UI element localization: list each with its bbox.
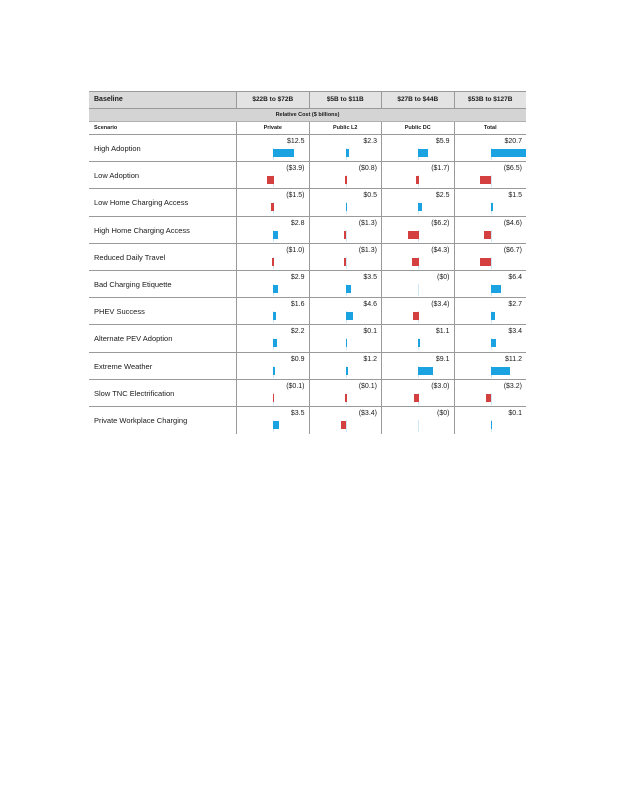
value-bar	[413, 312, 419, 320]
value-bar	[346, 203, 348, 211]
cell-private	[236, 353, 309, 379]
value-label: $6.4	[508, 273, 522, 281]
value-label: $0.9	[290, 355, 305, 363]
value-bar	[273, 394, 275, 402]
value-label: $12.5	[286, 138, 305, 145]
cell-public-dc	[381, 298, 454, 324]
baseline-row	[89, 91, 526, 109]
value-label: $3.5	[363, 273, 377, 281]
value-label: ($0.1)	[358, 382, 377, 390]
cell-public-l2	[309, 189, 382, 215]
value-bar	[273, 367, 275, 375]
baseline-label: Baseline	[94, 96, 123, 103]
value-label: $2.5	[435, 192, 450, 200]
cell-total	[454, 162, 527, 188]
value-bar	[484, 231, 492, 239]
scenario-row	[89, 135, 526, 162]
cell-private	[236, 217, 309, 243]
value-bar	[341, 421, 347, 429]
scenario-name: High Home Charging Access	[94, 225, 190, 235]
value-bar	[418, 149, 428, 157]
baseline-range-private: $22B to $72B	[236, 92, 309, 108]
value-bar	[273, 285, 278, 293]
cell-total	[454, 353, 527, 379]
value-bar	[491, 149, 526, 157]
cell-public-dc	[381, 217, 454, 243]
value-bar	[273, 339, 277, 347]
cell-private	[236, 298, 309, 324]
column-header-private: Private	[236, 122, 309, 134]
value-label: $20.7	[504, 138, 522, 145]
value-label: ($1.3)	[358, 246, 377, 254]
cell-public-dc	[381, 380, 454, 406]
value-bar	[491, 312, 496, 320]
cell-public-dc	[381, 162, 454, 188]
value-label: ($3.4)	[431, 301, 450, 309]
column-header-public-dc: Public DC	[381, 122, 454, 134]
value-label: ($1.5)	[286, 192, 305, 200]
value-label: $5.9	[435, 138, 450, 145]
cell-public-l2	[309, 244, 382, 270]
scenario-row	[89, 325, 526, 352]
column-header-row	[89, 122, 526, 135]
value-label: $2.9	[290, 273, 305, 281]
cell-total	[454, 407, 527, 434]
value-bar	[418, 367, 433, 375]
cell-private	[236, 244, 309, 270]
value-label: $1.2	[363, 355, 377, 363]
value-label: $2.2	[290, 328, 305, 336]
cell-public-dc	[381, 353, 454, 379]
cell-total	[454, 244, 527, 270]
cell-public-dc	[381, 325, 454, 351]
cell-public-dc	[381, 135, 454, 161]
value-bar	[480, 176, 491, 184]
value-bar	[491, 367, 510, 375]
value-bar	[272, 258, 274, 266]
value-bar	[416, 176, 419, 184]
scenario-row	[89, 244, 526, 271]
value-bar	[346, 149, 350, 157]
scenario-cost-table	[89, 91, 526, 434]
cell-public-dc	[381, 244, 454, 270]
baseline-range-public-l2: $5B to $11B	[309, 92, 382, 108]
value-label: $0.1	[363, 328, 377, 336]
value-label: ($3.9)	[286, 165, 305, 173]
cell-public-l2	[309, 407, 382, 434]
cell-private	[236, 271, 309, 297]
value-bar	[418, 339, 420, 347]
cell-total	[454, 325, 527, 351]
value-bar	[491, 285, 502, 293]
cell-total	[454, 380, 527, 406]
value-bar	[346, 367, 348, 375]
cell-private	[236, 325, 309, 351]
zero-axis	[418, 284, 419, 296]
value-bar	[345, 176, 347, 184]
value-label: ($3.4)	[358, 409, 377, 417]
value-bar	[267, 176, 274, 184]
value-label: ($6.2)	[431, 219, 450, 227]
value-bar	[346, 339, 348, 347]
value-label: ($0.8)	[358, 165, 377, 173]
value-label: $3.4	[508, 328, 522, 336]
scenario-row	[89, 353, 526, 380]
scenario-rows	[89, 135, 526, 434]
cell-total	[454, 298, 527, 324]
value-label: $4.6	[363, 301, 377, 309]
scenario-row	[89, 217, 526, 244]
scenario-row	[89, 407, 526, 434]
scenario-name: Bad Charging Etiquette	[94, 279, 172, 289]
cell-public-l2	[309, 271, 382, 297]
value-bar	[412, 258, 419, 266]
value-label: ($4.6)	[503, 219, 522, 227]
scenario-row	[89, 189, 526, 216]
value-bar	[491, 203, 494, 211]
cell-private	[236, 162, 309, 188]
value-label: ($6.5)	[503, 165, 522, 173]
value-bar	[273, 421, 279, 429]
value-label: $9.1	[435, 355, 450, 363]
column-header-public-l2: Public L2	[309, 122, 382, 134]
cell-total	[454, 135, 527, 161]
value-label: ($4.3)	[431, 246, 450, 254]
value-label: $2.8	[290, 219, 305, 227]
scenario-name: Low Adoption	[94, 171, 140, 181]
scenario-name: Slow TNC Electrification	[94, 388, 175, 398]
value-label: $1.1	[435, 328, 450, 336]
value-label: $2.3	[363, 138, 377, 145]
value-label: $1.5	[508, 192, 522, 200]
value-bar	[273, 149, 294, 157]
cell-private	[236, 135, 309, 161]
value-label: ($1.3)	[358, 219, 377, 227]
baseline-range-public-dc: $27B to $44B	[381, 92, 454, 108]
value-label: $11.2	[505, 355, 522, 363]
column-header-total: Total	[454, 122, 527, 134]
value-label: $1.6	[290, 301, 305, 309]
cell-public-l2	[309, 325, 382, 351]
scenario-name: High Adoption	[94, 144, 141, 153]
value-label: $2.7	[508, 301, 522, 309]
value-bar	[344, 231, 346, 239]
value-bar	[491, 421, 493, 429]
cell-public-dc	[381, 271, 454, 297]
value-bar	[344, 258, 346, 266]
value-bar	[491, 339, 497, 347]
scenario-name: Reduced Daily Travel	[94, 252, 166, 262]
value-label: ($1.0)	[286, 246, 305, 254]
scenario-header: Scenario	[94, 125, 118, 131]
value-bar	[418, 203, 422, 211]
value-label: $0.5	[363, 192, 377, 200]
value-label: $0.1	[508, 409, 522, 417]
cell-private	[236, 189, 309, 215]
value-bar	[414, 394, 419, 402]
zero-axis	[418, 420, 419, 432]
value-label: ($0.1)	[286, 382, 305, 390]
scenario-row	[89, 162, 526, 189]
cell-public-l2	[309, 162, 382, 188]
value-label: ($0)	[437, 273, 450, 281]
scenario-row	[89, 298, 526, 325]
value-bar	[273, 312, 276, 320]
cell-private	[236, 380, 309, 406]
scenario-row	[89, 271, 526, 298]
value-label: $3.5	[290, 409, 305, 417]
scenario-name: PHEV Success	[94, 307, 145, 317]
cell-public-l2	[309, 353, 382, 379]
cell-total	[454, 217, 527, 243]
scenario-name: Alternate PEV Adoption	[94, 334, 173, 344]
value-bar	[345, 394, 347, 402]
value-bar	[346, 285, 352, 293]
value-bar	[408, 231, 419, 239]
value-bar	[273, 231, 278, 239]
value-label: ($6.7)	[503, 246, 522, 254]
cell-public-l2	[309, 135, 382, 161]
cell-total	[454, 189, 527, 215]
cell-public-dc	[381, 407, 454, 434]
cell-private	[236, 407, 309, 434]
cell-public-l2	[309, 380, 382, 406]
scenario-name: Private Workplace Charging	[94, 415, 188, 425]
baseline-range-total: $53B to $127B	[454, 92, 527, 108]
value-label: ($3.2)	[503, 382, 522, 390]
value-bar	[486, 394, 491, 402]
cell-public-dc	[381, 189, 454, 215]
value-label: ($3.0)	[431, 382, 450, 390]
scenario-name: Extreme Weather	[94, 361, 153, 371]
cell-public-l2	[309, 298, 382, 324]
scenario-row	[89, 380, 526, 407]
cell-public-l2	[309, 217, 382, 243]
value-bar	[346, 312, 354, 320]
value-bar	[271, 203, 274, 211]
value-bar	[480, 258, 491, 266]
scenario-name: Low Home Charging Access	[94, 198, 189, 208]
value-label: ($1.7)	[431, 165, 450, 173]
value-label: ($0)	[437, 409, 450, 417]
cell-total	[454, 271, 527, 297]
relative-cost-label: Relative Cost ($ billions)	[89, 109, 526, 122]
